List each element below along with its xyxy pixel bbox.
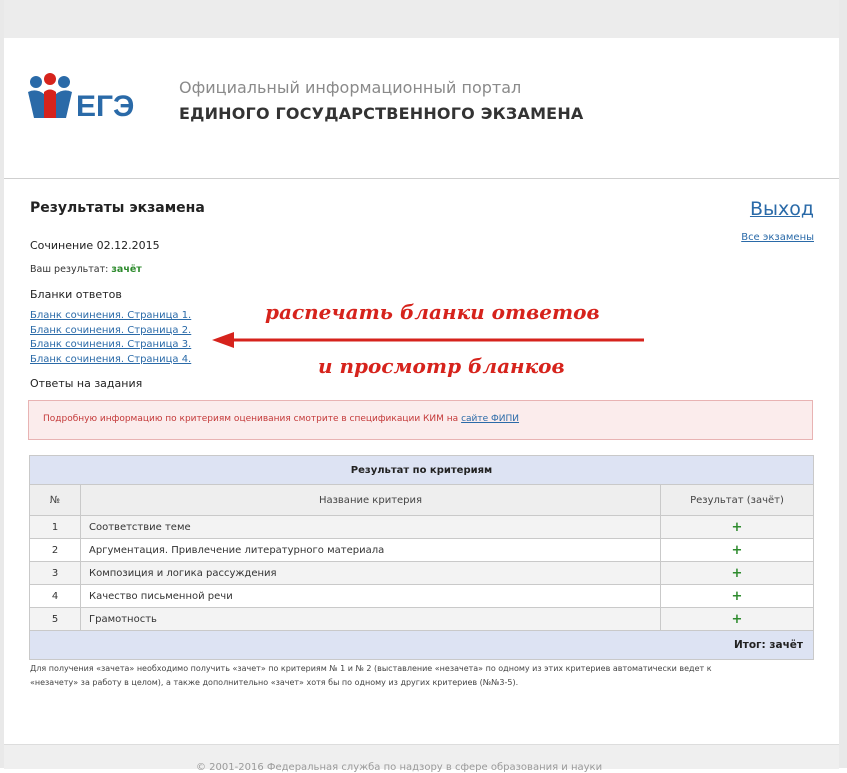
form-link-page-3[interactable]: Бланк сочинения. Страница 3. <box>30 339 192 350</box>
criteria-table-title: Результат по критериям <box>30 456 814 485</box>
annotation-view-forms: и просмотр бланков <box>318 354 565 378</box>
row-criterion: Аргументация. Привлечение литературного материала <box>81 539 661 562</box>
row-result: + <box>661 608 814 631</box>
answer-forms-list <box>30 309 191 367</box>
portal-subtitle: Официальный информационный портал <box>179 78 522 97</box>
col-number: № <box>30 485 81 516</box>
answers-title: Ответы на задания <box>30 377 143 390</box>
result-label: Ваш результат: <box>30 264 109 275</box>
row-number: 3 <box>30 562 81 585</box>
annotation-arrow-icon <box>210 330 650 352</box>
your-result <box>30 264 142 275</box>
annotation-print-forms: распечать бланки ответов <box>265 300 600 324</box>
info-text <box>43 414 519 424</box>
row-result: + <box>661 562 814 585</box>
site-header <box>4 38 839 179</box>
row-result: + <box>661 516 814 539</box>
row-number: 5 <box>30 608 81 631</box>
page-title: Результаты экзамена <box>30 200 205 216</box>
info-text-main: Подробную информацию по критериям оценивания смотрите в спецификации КИМ на <box>43 414 459 424</box>
all-exams-link[interactable]: Все экзамены <box>741 232 814 243</box>
footer-copyright: © 2001-2016 Федеральная служба по надзору в сфере образования и науки <box>196 762 603 773</box>
table-row <box>30 608 814 631</box>
result-value: зачёт <box>111 264 142 275</box>
col-result: Результат (зачёт) <box>661 485 814 516</box>
row-criterion: Качество письменной речи <box>81 585 661 608</box>
row-criterion: Грамотность <box>81 608 661 631</box>
browser-frame-right <box>839 0 847 768</box>
criteria-table <box>29 455 814 660</box>
table-row <box>30 562 814 585</box>
footnote <box>30 662 820 690</box>
answer-forms-title: Бланки ответов <box>30 288 122 301</box>
browser-frame-top <box>0 0 847 39</box>
ege-logo[interactable] <box>26 72 151 124</box>
criteria-table-header <box>30 485 814 516</box>
criteria-info-box <box>28 400 813 440</box>
row-result: + <box>661 539 814 562</box>
row-number: 1 <box>30 516 81 539</box>
row-criterion: Соответствие теме <box>81 516 661 539</box>
table-row <box>30 516 814 539</box>
row-number: 2 <box>30 539 81 562</box>
exam-name: Сочинение 02.12.2015 <box>30 239 160 252</box>
row-criterion: Композиция и логика рассуждения <box>81 562 661 585</box>
footnote-line-1: Для получения «зачета» необходимо получить «зачет» по критериям № 1 и № 2 (выставление «незачета» по одному из этих критериев автоматически ведет к <box>30 664 712 673</box>
footnote-line-2: «незачету» за работу в целом), а также дополнительно «зачет» хотя бы по одному из других критериев (№№3-5). <box>30 678 519 687</box>
portal-title: ЕДИНОГО ГОСУДАРСТВЕННОГО ЭКЗАМЕНА <box>179 104 584 123</box>
exit-link[interactable]: Выход <box>749 198 814 220</box>
logo-text: ЕГЭ <box>76 90 135 123</box>
form-link-page-4[interactable]: Бланк сочинения. Страница 4. <box>30 353 192 365</box>
criteria-total: Итог: зачёт <box>30 631 814 660</box>
table-row <box>30 539 814 562</box>
table-row <box>30 585 814 608</box>
col-criterion-name: Название критерия <box>81 485 661 516</box>
row-number: 4 <box>30 585 81 608</box>
form-link-page-2[interactable]: Бланк сочинения. Страница 2. <box>30 324 192 336</box>
fipi-link[interactable]: сайте ФИПИ <box>461 414 520 424</box>
form-link-page-1[interactable]: Бланк сочинения. Страница 1. <box>30 310 192 321</box>
row-result: + <box>661 585 814 608</box>
